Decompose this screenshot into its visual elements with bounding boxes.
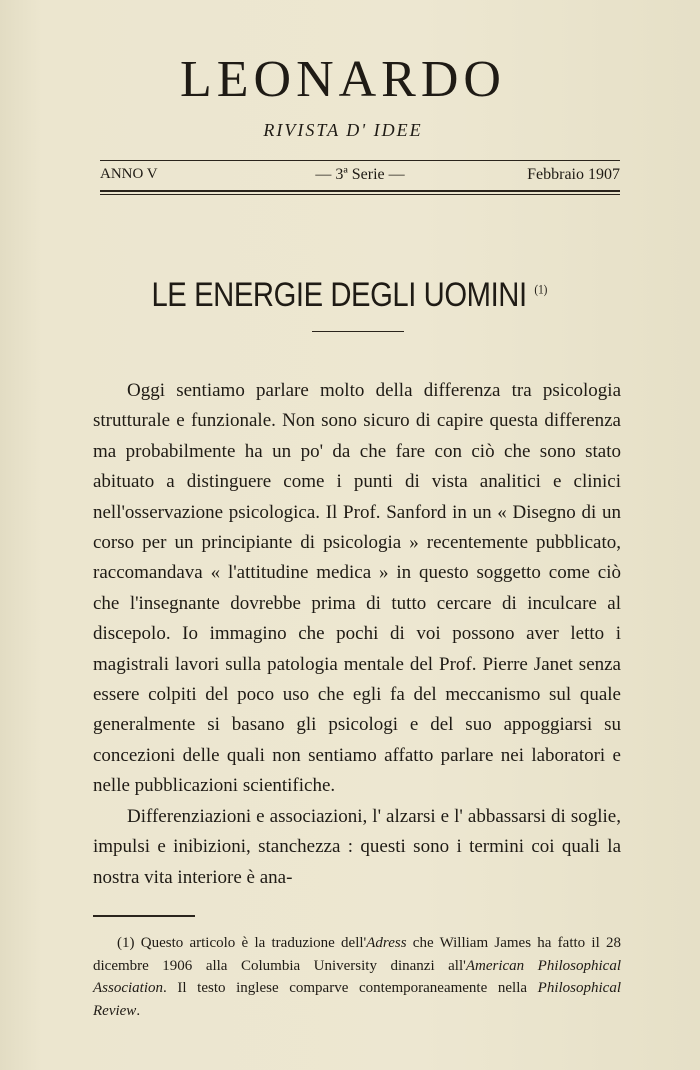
- footnote-text: che William James ha fatto il 28 dicembre 1906 alla Columbia University dinanzi all': [93, 935, 621, 974]
- journal-title: LEONARDO: [180, 51, 506, 108]
- title-rule: [312, 331, 404, 332]
- footnote: [93, 932, 621, 1022]
- article-body: [93, 376, 621, 893]
- issue-volume: ANNO V: [100, 166, 158, 182]
- article-title-text: LE ENERGIE DEGLI UOMINI: [151, 276, 527, 314]
- footnote-marker: (1): [117, 935, 135, 951]
- header-rule-bottom: [100, 190, 620, 192]
- issue-date: Febbraio 1907: [527, 166, 620, 183]
- footnote-italic-association: American Philosophical Association: [93, 957, 621, 996]
- body-paragraph: Oggi sentiamo parlare molto della differenza tra psicologia strutturale e funzionale. Non sono sicuro di capire questa differenza ma probabilmente ha un po' da che fare con ciò che sono stato abituato a distinguere come i punti di vista analitici e clinici nell'osservazione psicologica. Il Prof. Sanford in un « Disegno di un corso per un principiante di psicologia » recentemente pubblicato, raccomandava « l'attitudine medica » in questo soggetto come ciò che l'insegnante dovrebbe prima di tutto cercare di inculcare al discepolo. Io immagino che pochi di voi possono aver letto i magistrali lavori sulla patologia mentale del Prof. Pierre Janet senza essere colpiti del poco uso che egli fa del meccanismo sul quale generalmente si basano gli psicologi e del suo appoggiarsi su concezioni delle quali non sentiamo affatto parlare nei laboratori e nelle pubblicazioni scientifiche.: [93, 380, 621, 797]
- header-rule-bottom-thin: [100, 194, 620, 195]
- footnote-italic-adress: Adress: [366, 935, 407, 951]
- footnote-text: .: [136, 1002, 141, 1019]
- body-paragraph: Differenziazioni e associazioni, l' alzarsi e l' abbassarsi di soglie, impulsi e inibizioni, stanchezza : questi sono i termini coi quali la nostra vita interiore è ana-: [93, 805, 621, 888]
- article-title: [48, 276, 650, 315]
- footnote-italic-review: Philosophical Review: [93, 980, 621, 1019]
- footnote-text: . Il testo inglese comparve contemporaneamente nella: [163, 980, 538, 996]
- footnote-text: Questo articolo è la traduzione dell': [134, 935, 367, 951]
- footnote-rule: [93, 915, 195, 917]
- journal-subtitle: RIVISTA D' IDEE: [263, 120, 423, 140]
- header-rule-top: [100, 160, 620, 161]
- footnote-reference: (1): [534, 281, 548, 297]
- issue-line: [100, 166, 620, 188]
- issue-series: — 3ª Serie —: [315, 166, 405, 183]
